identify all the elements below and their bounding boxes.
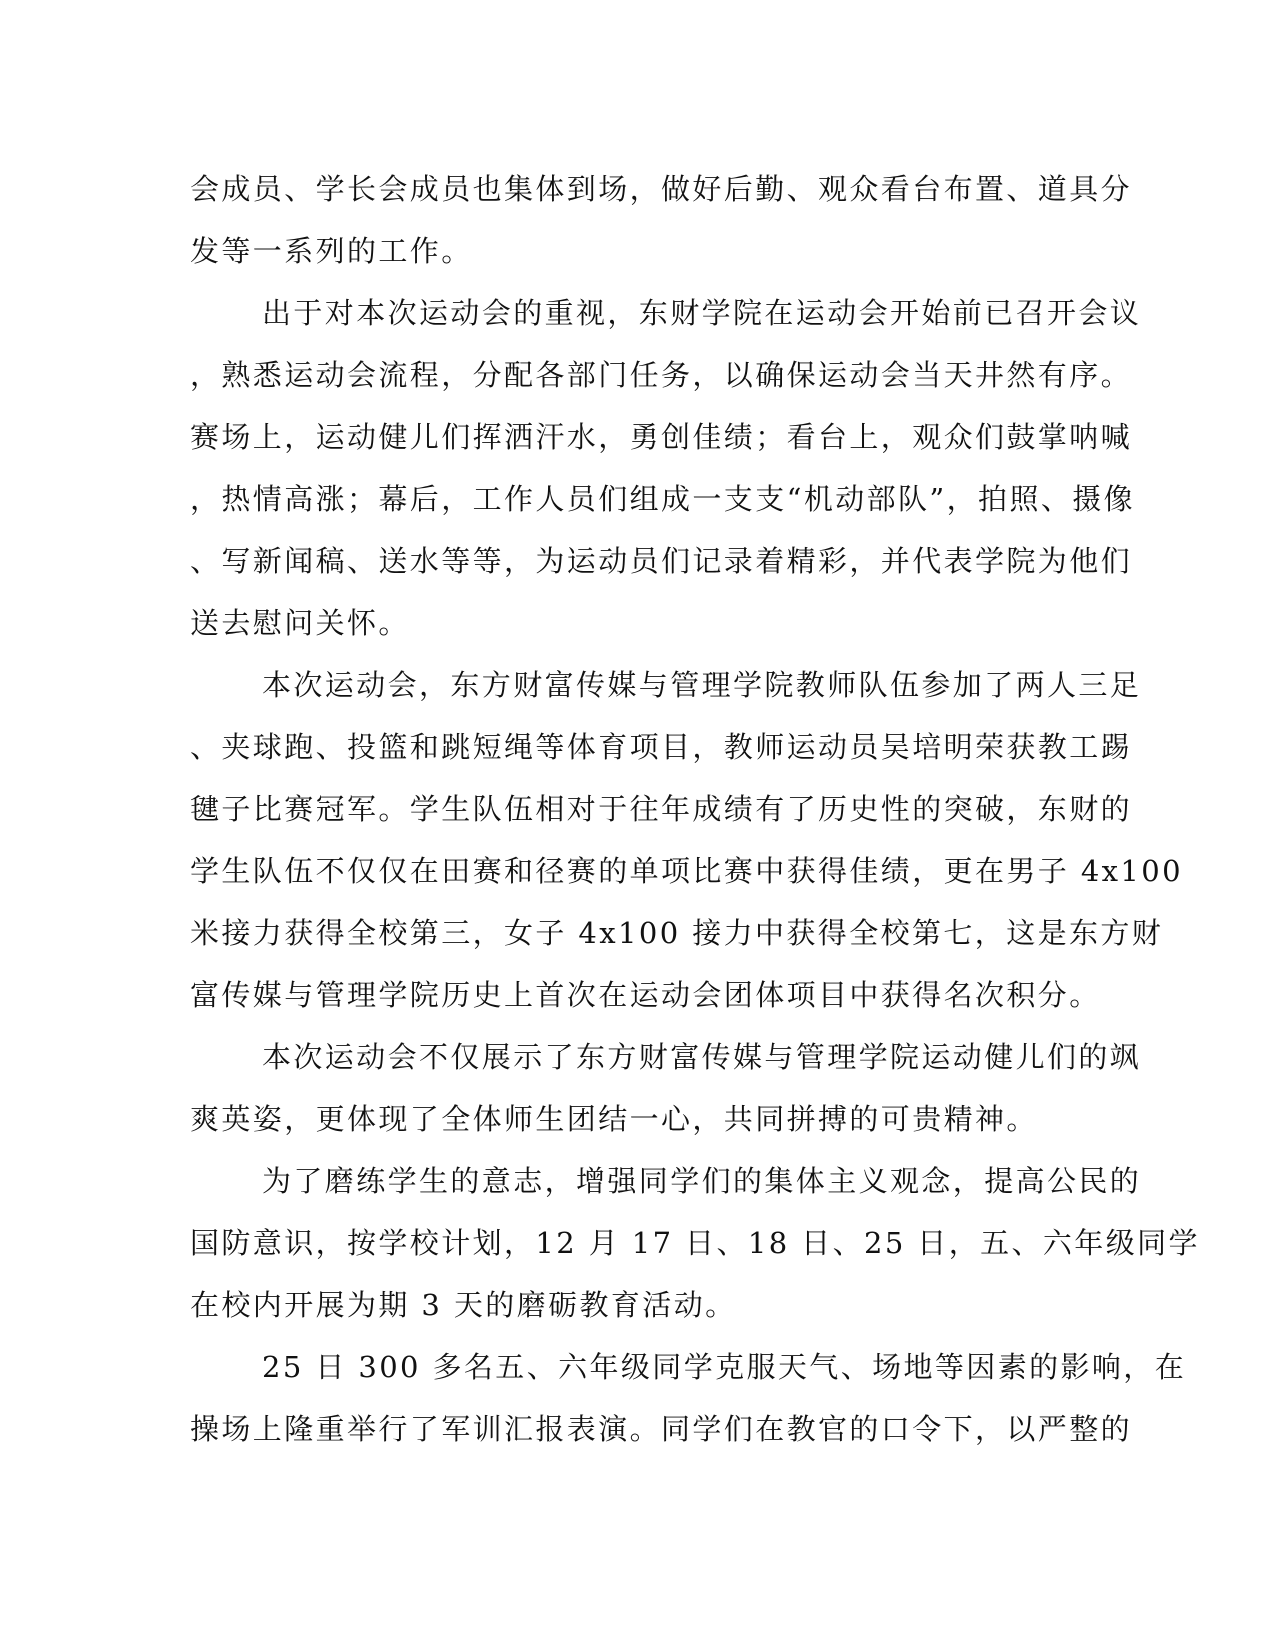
text-line: 操场上隆重举行了军训汇报表演。同学们在教官的口令下，以严整的 <box>190 1412 1133 1446</box>
text-line: 毽子比赛冠军。学生队伍相对于往年成绩有了历史性的突破，东财的 <box>190 792 1133 826</box>
text-line: 、写新闻稿、送水等等，为运动员们记录着精彩，并代表学院为他们 <box>190 544 1133 578</box>
paragraph-start-line: 出于对本次运动会的重视，东财学院在运动会开始前已召开会议 <box>262 296 1142 330</box>
body-text <box>190 158 1200 1460</box>
text-line: 送去慰问关怀。 <box>190 606 410 640</box>
text-line: 学生队伍不仅仅在田赛和径赛的单项比赛中获得佳绩，更在男子 4x100 <box>190 854 1183 888</box>
text-line: 、夹球跑、投篮和跳短绳等体育项目，教师运动员吴培明荣获教工踢 <box>190 730 1133 764</box>
text-line: 发等一系列的工作。 <box>190 234 473 268</box>
text-line: 在校内开展为期 3 天的磨砺教育活动。 <box>190 1288 737 1322</box>
text-line: ，热情高涨；幕后，工作人员们组成一支支“机动部队”，拍照、摄像 <box>190 482 1136 516</box>
text-line: ，熟悉运动会流程，分配各部门任务，以确保运动会当天井然有序。 <box>190 358 1133 392</box>
paragraph-start-line: 本次运动会，东方财富传媒与管理学院教师队伍参加了两人三足 <box>262 668 1142 702</box>
paragraph-start-line: 25 日 300 多名五、六年级同学克服天气、场地等因素的影响，在 <box>262 1350 1187 1384</box>
text-line: 赛场上，运动健儿们挥洒汗水，勇创佳绩；看台上，观众们鼓掌呐喊 <box>190 420 1133 454</box>
text-line: 会成员、学长会成员也集体到场，做好后勤、观众看台布置、道具分 <box>190 172 1133 206</box>
text-line: 富传媒与管理学院历史上首次在运动会团体项目中获得名次积分。 <box>190 978 1101 1012</box>
paragraph-start-line: 本次运动会不仅展示了东方财富传媒与管理学院运动健儿们的飒 <box>262 1040 1142 1074</box>
text-line: 米接力获得全校第三，女子 4x100 接力中获得全校第七，这是东方财 <box>190 916 1164 950</box>
text-line: 国防意识，按学校计划，12 月 17 日、18 日、25 日，五、六年级同学 <box>190 1226 1200 1260</box>
paragraph-start-line: 为了磨练学生的意志，增强同学们的集体主义观念，提高公民的 <box>262 1164 1142 1198</box>
text-line: 爽英姿，更体现了全体师生团结一心，共同拼搏的可贵精神。 <box>190 1102 1038 1136</box>
